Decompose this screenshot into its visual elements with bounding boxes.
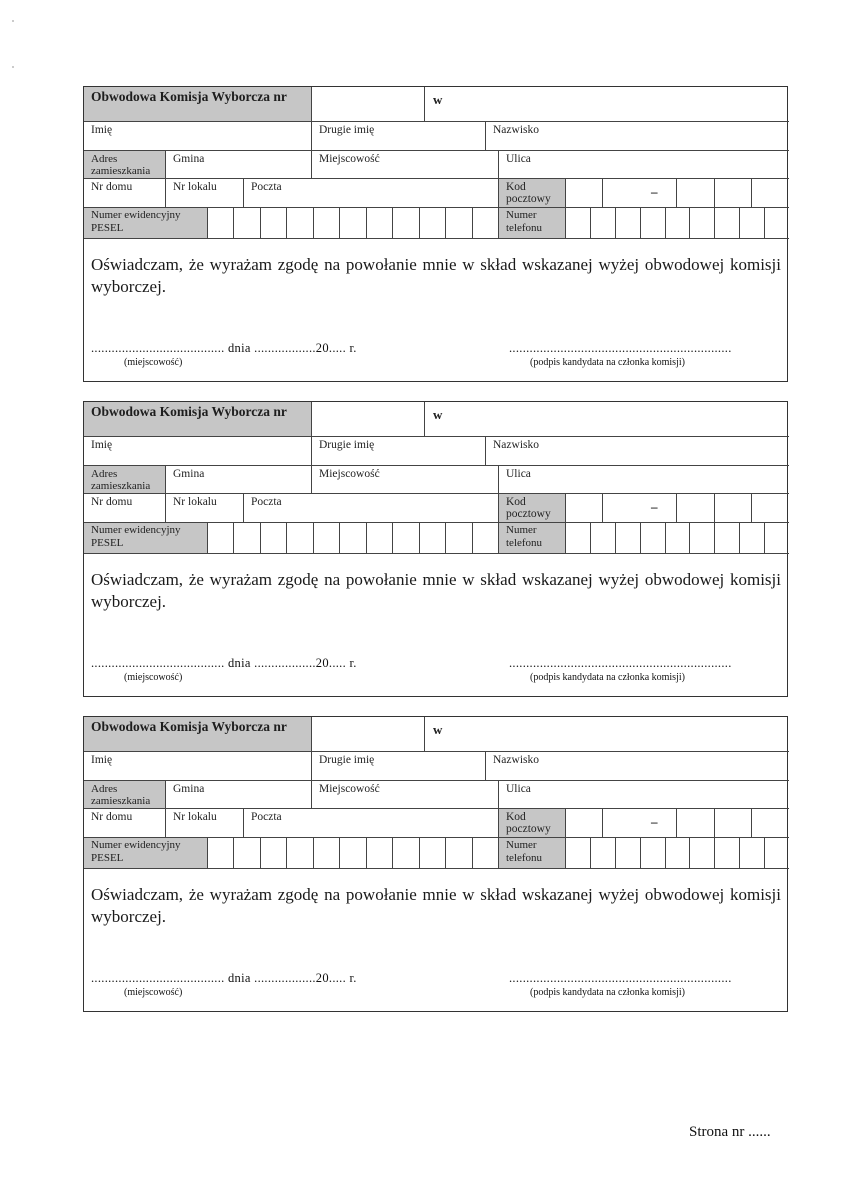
- pesel-digit-box[interactable]: [393, 523, 418, 553]
- rule-vertical: [165, 780, 166, 808]
- pesel-label: Numer ewidencyjny PESEL: [84, 523, 207, 553]
- rule-vertical: [424, 87, 425, 121]
- pesel-digit-box[interactable]: [340, 208, 365, 238]
- pesel-digit-box[interactable]: [314, 838, 339, 868]
- post-office-field[interactable]: Poczta: [251, 496, 282, 508]
- phone-digit-box[interactable]: [591, 208, 615, 238]
- phone-label: Numer telefonu: [499, 838, 565, 868]
- commission-location-field[interactable]: [446, 717, 787, 751]
- place-caption: (miejscowość): [124, 672, 183, 683]
- commission-number-label: Obwodowa Komisja Wyborcza nr: [84, 402, 311, 436]
- first-name-field[interactable]: Imię: [91, 439, 113, 451]
- house-number-field[interactable]: Nr domu: [91, 811, 133, 823]
- pesel-digit-box[interactable]: [287, 208, 312, 238]
- postal-code-digit-box[interactable]: [752, 494, 789, 522]
- rule-vertical: [676, 178, 677, 207]
- rule-vertical: [602, 178, 603, 207]
- pesel-digit-box[interactable]: [446, 208, 471, 238]
- postal-code-digit-box[interactable]: [715, 179, 751, 207]
- pesel-digit-box[interactable]: [340, 838, 365, 868]
- pesel-digit-box[interactable]: [261, 838, 286, 868]
- rule-vertical: [311, 436, 312, 465]
- phone-digit-box[interactable]: [740, 208, 764, 238]
- rule-vertical: [498, 465, 499, 493]
- pesel-digit-box[interactable]: [367, 838, 392, 868]
- pesel-digit-box[interactable]: [261, 523, 286, 553]
- pesel-digit-box[interactable]: [234, 523, 259, 553]
- consent-statement: Oświadczam, że wyrażam zgodę na powołanie mnie w skład wskazanej wyżej obwodowej komisji wyborczej.: [91, 570, 781, 611]
- pesel-digit-box[interactable]: [314, 208, 339, 238]
- rule-vertical: [498, 493, 499, 522]
- pesel-digit-box[interactable]: [473, 208, 498, 238]
- rule-vertical: [311, 87, 312, 121]
- post-office-field[interactable]: Poczta: [251, 811, 282, 823]
- pesel-digit-box[interactable]: [340, 523, 365, 553]
- place-caption: (miejscowość): [124, 987, 183, 998]
- phone-digit-box[interactable]: [690, 523, 714, 553]
- rule-vertical: [485, 751, 486, 780]
- postal-code-digit-box[interactable]: [752, 179, 789, 207]
- rule-vertical: [165, 808, 166, 837]
- postal-code-dash: –: [651, 184, 658, 199]
- postal-code-digit-box[interactable]: [677, 809, 714, 837]
- phone-digit-box[interactable]: [566, 208, 590, 238]
- postal-code-dash: –: [651, 499, 658, 514]
- postal-code-digit-box[interactable]: [752, 809, 789, 837]
- commission-number-field[interactable]: [312, 87, 424, 121]
- street-field[interactable]: Ulica: [506, 783, 531, 795]
- phone-digit-box[interactable]: [740, 838, 764, 868]
- commission-number-label: Obwodowa Komisja Wyborcza nr: [84, 87, 311, 121]
- signature-caption: (podpis kandydata na członka komisji): [530, 987, 685, 998]
- pesel-digit-box[interactable]: [420, 838, 445, 868]
- rule-vertical: [165, 178, 166, 207]
- phone-digit-box[interactable]: [641, 523, 665, 553]
- pesel-digit-box[interactable]: [314, 523, 339, 553]
- phone-digit-box[interactable]: [641, 208, 665, 238]
- rule-vertical: [311, 150, 312, 178]
- phone-digit-box[interactable]: [765, 208, 789, 238]
- postal-code-label: Kod pocztowy: [499, 809, 565, 837]
- rule-vertical: [311, 402, 312, 436]
- first-name-field[interactable]: Imię: [91, 124, 113, 136]
- pesel-digit-box[interactable]: [287, 838, 312, 868]
- scan-speck: [12, 20, 14, 22]
- rule-vertical: [714, 808, 715, 837]
- signature-line[interactable]: .................................................................: [509, 341, 732, 355]
- rule-vertical: [751, 808, 752, 837]
- pesel-digit-box[interactable]: [208, 838, 233, 868]
- rule-vertical: [311, 121, 312, 150]
- rule-vertical: [485, 121, 486, 150]
- phone-digit-box[interactable]: [690, 208, 714, 238]
- place-date-line[interactable]: ....................................... dnia ..................20..... r.: [91, 341, 357, 355]
- commission-number-field[interactable]: [312, 402, 424, 436]
- phone-digit-box[interactable]: [715, 838, 739, 868]
- second-name-field[interactable]: Drugie imię: [319, 124, 375, 136]
- phone-label: Numer telefonu: [499, 208, 565, 238]
- pesel-digit-box[interactable]: [234, 208, 259, 238]
- surname-field[interactable]: Nazwisko: [493, 124, 539, 136]
- phone-digit-box[interactable]: [715, 523, 739, 553]
- phone-digit-box[interactable]: [591, 838, 615, 868]
- place-date-line[interactable]: ....................................... dnia ..................20..... r.: [91, 971, 357, 985]
- rule-vertical: [311, 465, 312, 493]
- rule-vertical: [498, 808, 499, 837]
- apartment-number-field[interactable]: Nr lokalu: [173, 811, 217, 823]
- rule-vertical: [714, 178, 715, 207]
- second-name-field[interactable]: Drugie imię: [319, 754, 375, 766]
- rule-vertical: [714, 493, 715, 522]
- commission-location-field[interactable]: [446, 87, 787, 121]
- commission-location-label: w: [433, 722, 443, 737]
- commission-consent-form: [83, 716, 788, 1012]
- rule-vertical: [311, 717, 312, 751]
- phone-digit-box[interactable]: [666, 523, 690, 553]
- house-number-field[interactable]: Nr domu: [91, 181, 133, 193]
- postal-code-digit-box[interactable]: [603, 809, 638, 837]
- commission-location-label: w: [433, 92, 443, 107]
- commission-location-label: w: [433, 407, 443, 422]
- street-field[interactable]: Ulica: [506, 468, 531, 480]
- rule-horizontal: [84, 553, 789, 554]
- phone-digit-box[interactable]: [641, 838, 665, 868]
- rule-vertical: [165, 493, 166, 522]
- consent-statement: Oświadczam, że wyrażam zgodę na powołanie mnie w skład wskazanej wyżej obwodowej komisji wyborczej.: [91, 885, 781, 926]
- consent-statement: Oświadczam, że wyrażam zgodę na powołanie mnie w skład wskazanej wyżej obwodowej komisji wyborczej.: [91, 255, 781, 296]
- address-label: Adres zamieszkania: [84, 781, 165, 808]
- pesel-digit-box[interactable]: [287, 523, 312, 553]
- pesel-digit-box[interactable]: [367, 208, 392, 238]
- postal-code-digit-box[interactable]: [603, 179, 638, 207]
- rule-vertical: [498, 178, 499, 207]
- street-field[interactable]: Ulica: [506, 153, 531, 165]
- pesel-digit-box[interactable]: [234, 838, 259, 868]
- phone-digit-box[interactable]: [740, 523, 764, 553]
- postal-code-label: Kod pocztowy: [499, 179, 565, 207]
- pesel-digit-box[interactable]: [367, 523, 392, 553]
- signature-line[interactable]: .................................................................: [509, 971, 732, 985]
- rule-vertical: [602, 808, 603, 837]
- rule-vertical: [751, 493, 752, 522]
- rule-vertical: [165, 150, 166, 178]
- scan-speck: [12, 66, 14, 68]
- phone-digit-box[interactable]: [591, 523, 615, 553]
- rule-vertical: [676, 493, 677, 522]
- second-name-field[interactable]: Drugie imię: [319, 439, 375, 451]
- commission-consent-form: [83, 86, 788, 382]
- postal-code-digit-box[interactable]: [715, 494, 751, 522]
- phone-digit-box[interactable]: [690, 838, 714, 868]
- phone-digit-box[interactable]: [765, 523, 789, 553]
- rule-vertical: [602, 493, 603, 522]
- postal-code-digit-box[interactable]: [566, 494, 602, 522]
- pesel-label: Numer ewidencyjny PESEL: [84, 838, 207, 868]
- pesel-digit-box[interactable]: [420, 208, 445, 238]
- phone-digit-box[interactable]: [666, 208, 690, 238]
- rule-vertical: [424, 402, 425, 436]
- municipality-field[interactable]: Gmina: [173, 468, 205, 480]
- postal-code-digit-box[interactable]: [677, 179, 714, 207]
- locality-field[interactable]: Miejscowość: [319, 468, 380, 480]
- rule-vertical: [311, 751, 312, 780]
- address-label: Adres zamieszkania: [84, 151, 165, 178]
- pesel-digit-box[interactable]: [420, 523, 445, 553]
- rule-vertical: [676, 808, 677, 837]
- postal-code-digit-box[interactable]: [677, 494, 714, 522]
- rule-vertical: [498, 780, 499, 808]
- rule-vertical: [243, 808, 244, 837]
- phone-digit-box[interactable]: [765, 838, 789, 868]
- pesel-digit-box[interactable]: [473, 523, 498, 553]
- rule-vertical: [498, 150, 499, 178]
- apartment-number-field[interactable]: Nr lokalu: [173, 181, 217, 193]
- signature-caption: (podpis kandydata na członka komisji): [530, 357, 685, 368]
- commission-number-label: Obwodowa Komisja Wyborcza nr: [84, 717, 311, 751]
- pesel-digit-box[interactable]: [446, 523, 471, 553]
- signature-caption: (podpis kandydata na członka komisji): [530, 672, 685, 683]
- page-number-label: Strona nr ......: [689, 1124, 771, 1140]
- postal-code-digit-box[interactable]: [715, 809, 751, 837]
- surname-field[interactable]: Nazwisko: [493, 754, 539, 766]
- rule-vertical: [165, 465, 166, 493]
- commission-location-field[interactable]: [446, 402, 787, 436]
- rule-vertical: [311, 780, 312, 808]
- rule-horizontal: [84, 868, 789, 869]
- postal-code-label: Kod pocztowy: [499, 494, 565, 522]
- rule-vertical: [424, 717, 425, 751]
- pesel-digit-box[interactable]: [393, 838, 418, 868]
- pesel-digit-box[interactable]: [393, 208, 418, 238]
- address-label: Adres zamieszkania: [84, 466, 165, 493]
- house-number-field[interactable]: Nr domu: [91, 496, 133, 508]
- post-office-field[interactable]: Poczta: [251, 181, 282, 193]
- municipality-field[interactable]: Gmina: [173, 153, 205, 165]
- phone-digit-box[interactable]: [566, 523, 590, 553]
- phone-digit-box[interactable]: [566, 838, 590, 868]
- rule-vertical: [243, 493, 244, 522]
- phone-digit-box[interactable]: [715, 208, 739, 238]
- postal-code-digit-box[interactable]: [603, 494, 638, 522]
- place-date-line[interactable]: ....................................... dnia ..................20..... r.: [91, 656, 357, 670]
- phone-digit-box[interactable]: [616, 208, 640, 238]
- phone-digit-box[interactable]: [666, 838, 690, 868]
- pesel-digit-box[interactable]: [261, 208, 286, 238]
- surname-field[interactable]: Nazwisko: [493, 439, 539, 451]
- rule-horizontal: [84, 238, 789, 239]
- locality-field[interactable]: Miejscowość: [319, 783, 380, 795]
- pesel-label: Numer ewidencyjny PESEL: [84, 208, 207, 238]
- rule-vertical: [485, 436, 486, 465]
- municipality-field[interactable]: Gmina: [173, 783, 205, 795]
- commission-number-field[interactable]: [312, 717, 424, 751]
- phone-digit-box[interactable]: [616, 523, 640, 553]
- postal-code-digit-box[interactable]: [566, 809, 602, 837]
- first-name-field[interactable]: Imię: [91, 754, 113, 766]
- postal-code-dash: –: [651, 814, 658, 829]
- apartment-number-field[interactable]: Nr lokalu: [173, 496, 217, 508]
- postal-code-digit-box[interactable]: [566, 179, 602, 207]
- pesel-digit-box[interactable]: [446, 838, 471, 868]
- pesel-digit-box[interactable]: [208, 523, 233, 553]
- commission-consent-form: [83, 401, 788, 697]
- signature-line[interactable]: .................................................................: [509, 656, 732, 670]
- place-caption: (miejscowość): [124, 357, 183, 368]
- rule-vertical: [751, 178, 752, 207]
- rule-vertical: [243, 178, 244, 207]
- phone-digit-box[interactable]: [616, 838, 640, 868]
- phone-label: Numer telefonu: [499, 523, 565, 553]
- pesel-digit-box[interactable]: [208, 208, 233, 238]
- locality-field[interactable]: Miejscowość: [319, 153, 380, 165]
- pesel-digit-box[interactable]: [473, 838, 498, 868]
